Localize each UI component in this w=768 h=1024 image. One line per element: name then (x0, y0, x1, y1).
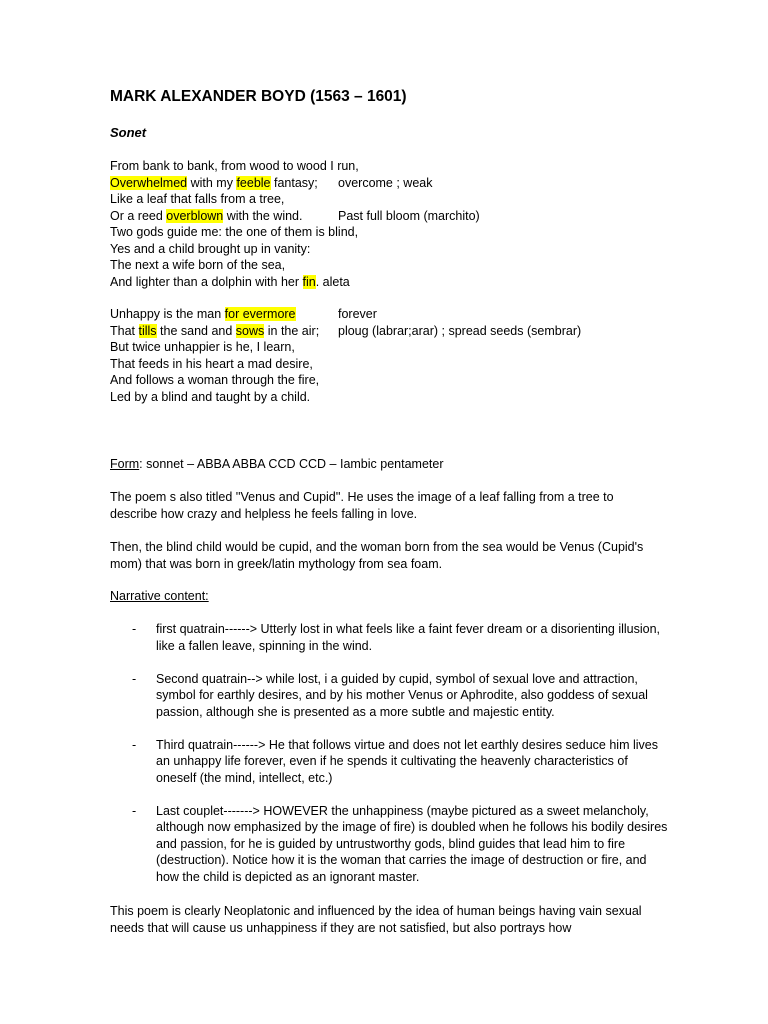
poem-line-9 (110, 306, 750, 323)
poem-line-text: That (110, 323, 139, 338)
gloss-note: forever (338, 307, 377, 321)
poem-line-12 (110, 356, 750, 373)
gloss-note: ploug (labrar;arar) ; spread seeds (sembrar) (338, 323, 582, 338)
list-item-text: Second quatrain--> while lost, i a guided by cupid, symbol of sexual love and attraction, symbol for earthly desires, and by his mother Venus or Aphrodite, also goddess of sexual passion, although she is presented as a more subtle and majestic entity. (156, 671, 648, 719)
highlighted-word: fin (302, 274, 316, 289)
poem-line-text: That feeds in his heart a mad desire, (110, 356, 313, 371)
list-item (110, 671, 670, 721)
poem-line-14 (110, 389, 750, 406)
analysis-paragraph-2: Then, the blind child would be cupid, and the woman born from the sea would be Venus (Cupid's mom) that was born in greek/latin mythology from sea foam. (110, 540, 644, 571)
poem-line-text: . aleta (315, 274, 350, 289)
poem-line-text: From bank to bank, from wood to wood I run, (110, 159, 359, 173)
poem-stanza-2 (110, 306, 750, 405)
page-title: MARK ALEXANDER BOYD (1563 – 1601) (110, 88, 407, 105)
poem-line-6 (110, 241, 750, 258)
poem-line-13 (110, 372, 750, 389)
bullet-dash: - (132, 671, 137, 686)
narrative-list (110, 621, 670, 902)
list-item (110, 803, 670, 886)
bullet-dash: - (132, 737, 137, 752)
highlighted-word: for evermore (224, 307, 296, 321)
form-label: Form (110, 457, 140, 471)
poem-line-11 (110, 339, 750, 356)
poem-line-7 (110, 257, 750, 274)
poem-line-5 (110, 224, 750, 241)
poem-line-3 (110, 191, 750, 208)
poem-stanza-1 (110, 158, 750, 290)
poem-line-text: the sand and (156, 323, 236, 338)
highlighted-word: tills (138, 323, 157, 338)
highlighted-word: overblown (166, 208, 224, 223)
poem-line-4 (110, 208, 750, 225)
list-item (110, 737, 670, 787)
poem-line-text: The next a wife born of the sea, (110, 258, 286, 272)
poem-line-text: Yes and a child brought up in vanity: (110, 241, 311, 256)
analysis-paragraph-3: This poem is clearly Neoplatonic and influenced by the idea of human beings having vain sexual needs that will cause us unhappiness if they are not satisfied, but also portrays how (110, 904, 642, 935)
highlighted-word: Overwhelmed (110, 175, 188, 190)
list-item (110, 621, 670, 654)
highlighted-word: sows (235, 323, 265, 338)
highlighted-word: feeble (236, 175, 271, 190)
poem-line-text: Led by a blind and taught by a child. (110, 389, 311, 404)
poem-line-text: Unhappy is the man (110, 307, 225, 321)
analysis-paragraph-1: The poem s also titled ''Venus and Cupid''. He uses the image of a leaf falling from a tree to describe how crazy and helpless he feels falling in love. (110, 490, 614, 521)
poem-line-text: And follows a woman through the fire, (110, 373, 320, 387)
poem-line-text: in the air; (264, 323, 320, 338)
poem-line-10 (110, 323, 750, 340)
narrative-heading (110, 588, 655, 605)
poem-line-text: Or a reed (110, 208, 167, 223)
list-item-text: Last couplet-------> HOWEVER the unhappiness (maybe pictured as a sweet melancholy, although now emphasized by the image of fire) is doubled when he follows his bodily desires and passion, for he is guided by untrustworthy gods, blind guides that lead him to fire (destruction). Notice how it is the woman that carries the image of destruction or fire, and how the child is depicted as an ignorant master. (156, 803, 668, 884)
poem-line-1 (110, 158, 750, 175)
poem-title: Sonet (110, 125, 147, 140)
list-item-text: Third quatrain------> He that follows virtue and does not let earthly desires seduce him lives an unhappy life forever, even if he spends it cultivating the heavenly characteristics of oneself (the mind, intellect, etc.) (156, 737, 658, 785)
gloss-note: overcome ; weak (338, 175, 433, 190)
poem-line-8 (110, 274, 750, 291)
narrative-label: Narrative content: (110, 589, 209, 603)
bullet-dash: - (132, 622, 137, 636)
poem-line-text: But twice unhappier is he, I learn, (110, 340, 295, 354)
gloss-note: Past full bloom (marchito) (338, 208, 480, 223)
poem-line-text: And lighter than a dolphin with her (110, 274, 303, 289)
form-line (110, 456, 655, 473)
poem-line-text: Two gods guide me: the one of them is blind, (110, 225, 359, 239)
poem-line-text: fantasy; (270, 175, 318, 190)
poem-line-text: with the wind. (223, 208, 303, 223)
poem-line-2 (110, 175, 750, 192)
poem-line-text: Like a leaf that falls from a tree, (110, 192, 285, 206)
list-item-text: first quatrain------> Utterly lost in what feels like a faint fever dream or a disorienting illusion, like a fallen leave, spinning in the wind. (156, 622, 661, 653)
bullet-dash: - (132, 803, 137, 818)
poem-line-text: with my (187, 175, 237, 190)
form-text: : sonnet – ABBA ABBA CCD CCD – Iambic pentameter (139, 457, 444, 471)
